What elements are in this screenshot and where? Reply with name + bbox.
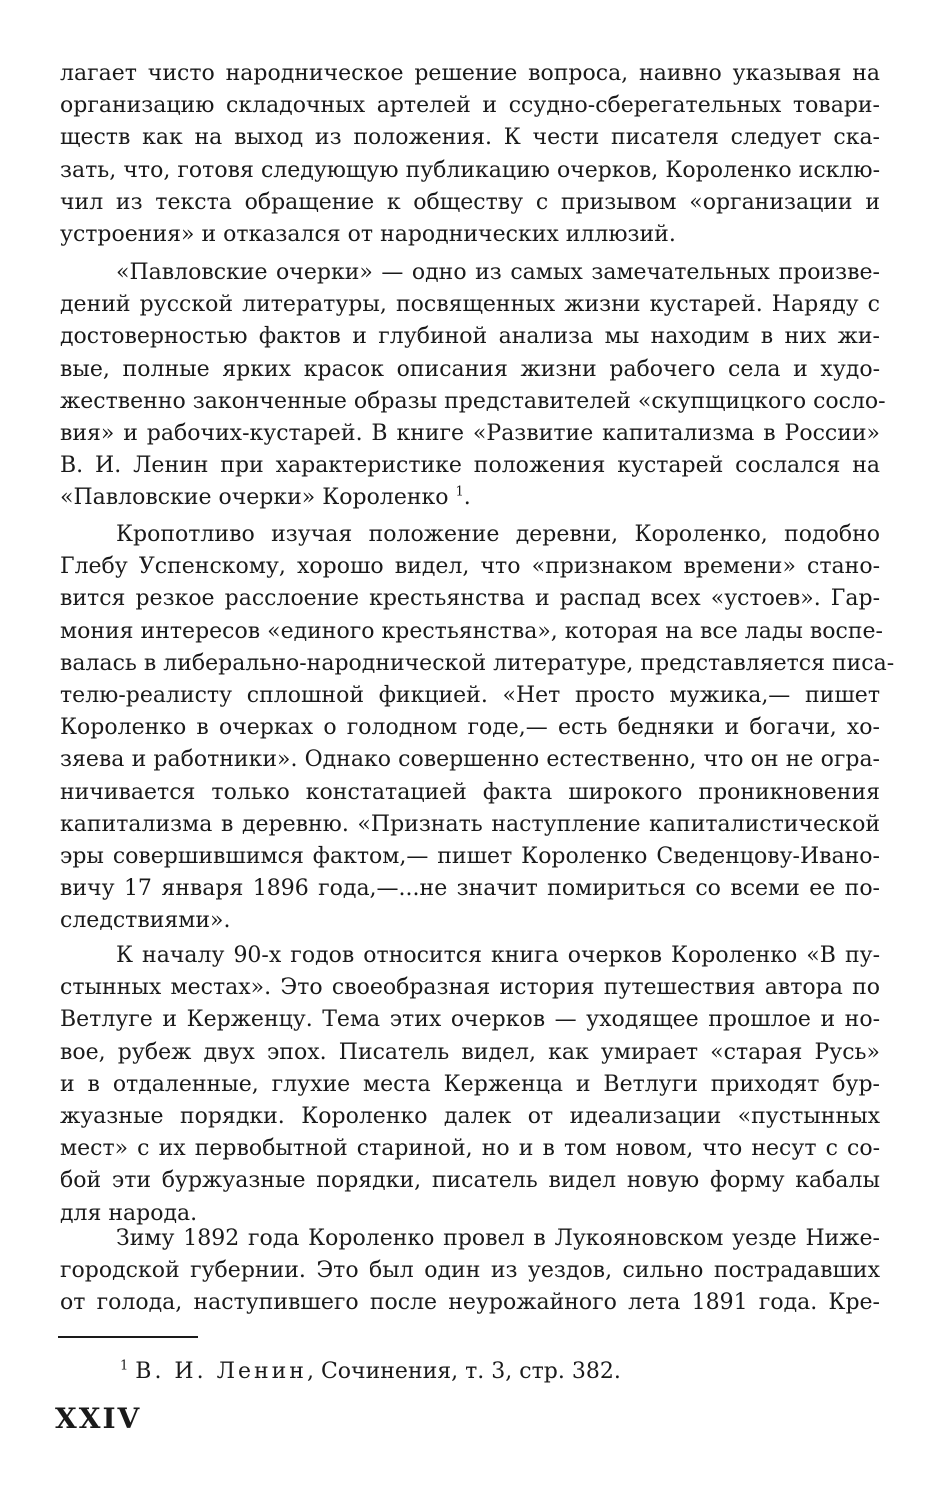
text-line: следствиями».	[60, 908, 231, 934]
footnote-mark[interactable]: 1	[455, 484, 464, 500]
text-line: и в отдаленные, глухие места Керженца и Ветлуги приходят бур-	[60, 1071, 880, 1097]
text-line: «Павловские очерки» — одно из самых замечательных произве-	[116, 260, 880, 285]
text-line: «Павловские очерки» Короленко $^1$.	[60, 484, 471, 511]
text-line: Глебу Успенскому, хорошо видел, что «признаком времени» стано-	[60, 554, 880, 580]
text-line: вия» и рабочих-кустарей. В книге «Развитие капитализма в России»	[60, 420, 880, 446]
text-line: мония интересов «единого крестьянства», которая на все лады воспе-	[60, 618, 883, 644]
text-line: капитализма в деревню. «Признать наступление капиталистической	[60, 811, 880, 837]
text-line: организацию складочных артелей и ссудно-сберегательных товари-	[60, 93, 880, 119]
text-line: жественно законченные образы представителей «скупщицкого сосло-	[60, 388, 886, 414]
text-line: вичу 17 января 1896 года,—...не значит помириться со всеми ее по-	[60, 876, 880, 902]
paragraph-4	[60, 940, 880, 1230]
paragraph-2	[60, 257, 886, 515]
page-number: XXIV	[55, 1402, 142, 1435]
text-line: телю-реалисту сплошной фикцией. «Нет просто мужика,— пишет	[60, 682, 880, 708]
text-line: для народа.	[60, 1200, 198, 1226]
text-line: эры совершившимся фактом,— пишет Короленко Сведенцову-Ивано-	[60, 843, 880, 869]
footnote-source: , Сочинения, т. 3, стр. 382.	[306, 1359, 621, 1384]
text-line: Кропотливо изучая положение деревни, Короленко, подобно	[116, 522, 880, 547]
text-line: ничивается только констатацией факта широкого проникновения	[60, 779, 880, 805]
text-line: В. И. Ленин при характеристике положения кустарей сослался на	[60, 453, 880, 479]
text-line: К началу 90-х годов относится книга очерков Короленко «В пу-	[116, 943, 880, 968]
text-line: стынных местах». Это своеобразная история путешествия автора по	[60, 975, 880, 1001]
text-line: Ветлуге и Керженцу. Тема этих очерков — уходящее прошлое и но-	[60, 1007, 880, 1033]
text-line-body: «Павловские очерки» Короленко	[60, 485, 449, 511]
text-line: лагает чисто народническое решение вопроса, наивно указывая на	[60, 61, 880, 86]
text-line: Короленко в очерках о голодном годе,— есть бедняки и богачи, хо-	[60, 715, 880, 741]
text-line: жуазные порядки. Короленко далек от идеализации «пустынных	[60, 1103, 880, 1129]
paragraph-3	[60, 519, 895, 937]
text-line: чил из текста обращение к обществу с призывом «организации и	[60, 189, 880, 215]
text-line: вое, рубеж двух эпох. Писатель видел, как умирает «старая Русь»	[60, 1039, 880, 1065]
text-line: достоверностью фактов и глубиной анализа мы находим в них жи-	[60, 324, 880, 350]
text-line: вые, полные ярких красок описания жизни рабочего села и худо-	[60, 356, 880, 382]
paragraph-5	[60, 1223, 880, 1320]
text-line: бой эти буржуазные порядки, писатель видел новую форму кабалы	[60, 1168, 880, 1194]
text-line: зать, что, готовя следующую публикацию очерков, Короленко исклю-	[60, 157, 880, 183]
text-line: мест» с их первобытной стариной, но и в том новом, что несут с со-	[60, 1136, 880, 1162]
text-line: устроения» и отказался от народнических иллюзий.	[60, 221, 676, 247]
text-line: Зиму 1892 года Короленко провел в Лукояновском уезде Ниже-	[116, 1226, 880, 1251]
footnote-author: В. И. Ленин	[135, 1359, 307, 1384]
text-line: валась в либерально-народнической литературе, представляется писа-	[60, 650, 895, 676]
text-line: зяева и работники». Однако совершенно естественно, что он не огра-	[60, 747, 880, 773]
text-line: городской губернии. Это был один из уездов, сильно пострадавших	[60, 1258, 880, 1284]
paragraph-1	[60, 58, 880, 251]
footnote	[120, 1356, 621, 1388]
footnote-number: 1	[120, 1358, 129, 1374]
text-line: вится резкое расслоение крестьянства и распад всех «устоев». Гар-	[60, 586, 880, 612]
footnote-divider	[58, 1336, 198, 1338]
text-line: от голода, наступившего после неурожайного лета 1891 года. Кре-	[60, 1290, 880, 1316]
text-line: дений русской литературы, посвященных жизни кустарей. Наряду с	[60, 292, 880, 318]
text-line: ществ как на выход из положения. К чести писателя следует ска-	[60, 125, 880, 151]
